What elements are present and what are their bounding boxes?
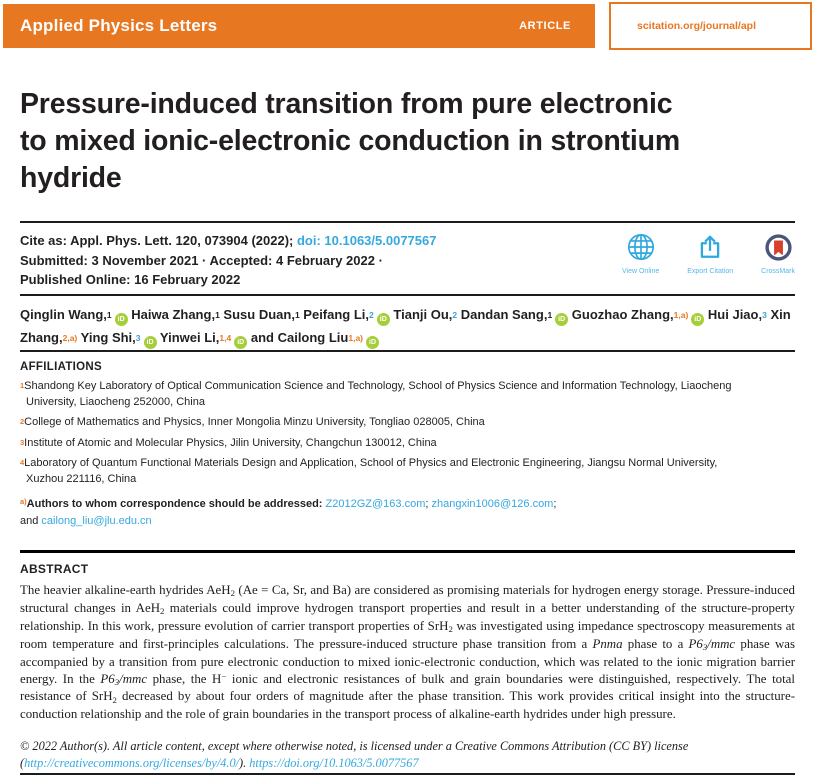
link[interactable]: https://doi.org/10.1063/5.0077567 xyxy=(249,755,419,770)
correspondence-note xyxy=(20,496,720,529)
text-segment: ; xyxy=(425,498,432,510)
affiliation-item: 4Laboratory of Quantum Functional Materials Design and Application, School of Physics and Electronic Engineering, Jiangsu Normal University, Xuzhou 221116, China xyxy=(20,457,718,485)
view-online-button[interactable] xyxy=(622,231,659,275)
text-segment: 2 xyxy=(448,624,453,634)
citation-block xyxy=(20,231,620,290)
author-affiliation-sup: 1,4 xyxy=(219,333,232,343)
crossmark-button[interactable] xyxy=(761,231,795,275)
text-segment: , 073904 (2022); xyxy=(197,233,297,248)
orcid-icon[interactable]: iD xyxy=(366,336,379,349)
author-affiliation-sup: 2 xyxy=(452,310,458,320)
author xyxy=(251,330,379,345)
divider xyxy=(20,221,795,223)
text-segment: 3 xyxy=(114,676,120,687)
author xyxy=(223,307,299,322)
text-segment: to mixed ionic-electronic conduction in strontium xyxy=(20,125,680,157)
authors-line xyxy=(20,304,804,350)
author-name: Haiwa Zhang, xyxy=(131,307,216,322)
author xyxy=(81,330,157,345)
text-segment: − xyxy=(221,670,227,681)
author-affiliation-sup: 1 xyxy=(215,310,220,320)
orcid-icon[interactable]: iD xyxy=(377,313,390,326)
author-name: Hui Jiao, xyxy=(707,307,763,322)
author xyxy=(20,307,128,322)
text-segment: materials could improve hydrogen transport properties and result in a better understanding of the structure-property relationship. In this work, pressure evolution of carrier transport properties of SrH xyxy=(20,600,795,633)
text-segment: 2 xyxy=(160,606,165,617)
author-name: Ying Shi, xyxy=(80,330,136,345)
text-segment: phase was accompanied by a transition from pure electronic conduction to mixed ionic-electronic conduction, which was related to the ionic migration barrier energy. In the xyxy=(20,636,795,686)
export-citation-icon xyxy=(697,231,723,263)
journal-site-box xyxy=(609,2,812,50)
author-affiliation-sup: 2 xyxy=(369,310,374,320)
author-affiliation-sup: 1,a) xyxy=(673,310,689,320)
crossmark-label: CrossMark xyxy=(761,268,795,275)
author-name: Guozhao Zhang, xyxy=(571,307,674,322)
author xyxy=(708,307,767,322)
export-citation-label: Export Citation xyxy=(687,268,734,275)
author-name: Xin Zhang, xyxy=(20,307,791,345)
text-segment: phase, the H xyxy=(147,671,222,686)
author xyxy=(303,307,389,322)
text-segment: Pnma xyxy=(592,636,623,651)
orcid-icon[interactable]: iD xyxy=(234,336,247,349)
text-segment: The heavier alkaline-earth hydrides AeH xyxy=(20,583,231,597)
orcid-icon[interactable]: iD xyxy=(555,313,568,326)
export-citation-button[interactable] xyxy=(687,231,733,275)
link[interactable]: doi: 10.1063/5.0077567 xyxy=(296,233,437,248)
author xyxy=(461,307,568,322)
text-segment: hydride xyxy=(20,162,122,194)
divider xyxy=(20,550,795,553)
affiliations-list xyxy=(20,379,744,492)
article-actions xyxy=(622,231,795,275)
author-name: Yinwei Li, xyxy=(159,330,220,345)
author-affiliation-sup: 1 xyxy=(294,310,300,320)
text-segment: P6 xyxy=(100,671,115,686)
text-segment: (Ae = Ca, Sr, and Ba) are considered as promising materials for hydrogen energy storage. Pressure-induced structural changes in AeH xyxy=(20,583,795,615)
submitted-accepted-line: Submitted: 3 November 2021 · Accepted: 4 February 2022 · xyxy=(20,252,383,268)
link[interactable]: Z2012GZ@163.com xyxy=(325,498,426,510)
journal-header-bar xyxy=(3,4,595,48)
text-segment: Cite as: Appl. Phys. Lett. xyxy=(20,233,176,248)
author-name: Peifang Li, xyxy=(303,307,370,322)
text-segment: phase to a xyxy=(622,636,689,651)
copyright-note xyxy=(20,738,795,771)
author xyxy=(572,307,704,322)
cite-as-line xyxy=(20,231,620,251)
text-segment: Pressure-induced transition from pure electronic xyxy=(20,88,673,120)
orcid-icon[interactable]: iD xyxy=(691,313,704,326)
author xyxy=(160,330,247,345)
text-segment: 2 xyxy=(112,694,117,705)
journal-site-link[interactable]: scitation.org/journal/apl xyxy=(637,20,757,32)
author-name: Qinglin Wang, xyxy=(20,307,107,322)
text-segment: 2 xyxy=(230,588,235,599)
published-online-line: Published Online: 16 February 2022 xyxy=(20,272,241,287)
affiliation-number: 4 xyxy=(20,458,25,467)
text-segment: was investigated using impedance spectroscopy measurements at room temperature and first-principles calculations. The pressure-induced structure phase transition from a xyxy=(20,618,795,651)
text-segment: 120 xyxy=(175,233,198,248)
author xyxy=(131,307,220,322)
text-segment: decreased by about four orders of magnitude after the phase transition. This work provides critical insight into the structure-conduction relationship and the role of grain boundaries in the transport process of alkaline-earth hydrides under high pressure. xyxy=(20,689,795,722)
text-segment: 3 xyxy=(702,641,708,652)
author-affiliation-sup: 3 xyxy=(762,310,767,320)
affiliations-heading: AFFILIATIONS xyxy=(20,361,102,373)
affiliation-item: 3Institute of Atomic and Molecular Physics, Jilin University, Changchun 130012, China xyxy=(20,436,437,449)
text-segment: ; xyxy=(553,498,557,510)
author-name: Dandan Sang, xyxy=(460,307,548,322)
text-segment: Authors to whom correspondence should be addressed: xyxy=(26,498,326,510)
text-segment: ). xyxy=(239,755,250,770)
text-segment: ionic and electronic resistances of bulk and grain boundaries were distinguished, respectively. The total resistance of SrH xyxy=(20,671,795,704)
view-online-label: View Online xyxy=(622,268,660,275)
link[interactable]: http://creativecommons.org/licenses/by/4.0/ xyxy=(24,755,240,770)
text-segment: a) xyxy=(20,496,27,506)
affiliation-item: 1Shandong Key Laboratory of Optical Communication Science and Technology, School of Physics Science and Information Technology, Liaocheng University, Liaocheng 252000, China xyxy=(20,380,732,408)
author-affiliation-sup: 1 xyxy=(106,310,112,320)
text-segment: P6 xyxy=(688,636,703,651)
text-segment: /mmc xyxy=(119,671,148,686)
divider xyxy=(20,773,795,775)
link[interactable]: cailong_liu@jlu.edu.cn xyxy=(41,515,152,527)
affiliation-number: 3 xyxy=(20,437,25,447)
author-name: Susu Duan, xyxy=(223,307,295,322)
text-segment: /mmc xyxy=(707,636,736,651)
orcid-icon[interactable]: iD xyxy=(144,336,157,349)
abstract-heading: ABSTRACT xyxy=(20,562,89,576)
journal-title: Applied Physics Letters xyxy=(20,16,218,35)
affiliation-number: 2 xyxy=(20,417,25,426)
author-name: Tianji Ou, xyxy=(393,307,453,322)
paper-title xyxy=(20,86,780,197)
globe-icon xyxy=(626,231,656,263)
orcid-icon[interactable]: iD xyxy=(115,313,128,326)
author xyxy=(393,307,457,322)
author-affiliation-sup: 1 xyxy=(547,310,553,320)
link[interactable]: zhangxin1006@126.com xyxy=(431,498,554,510)
abstract-text xyxy=(20,582,795,723)
author-affiliation-sup: 3 xyxy=(135,333,141,343)
crossmark-icon xyxy=(765,231,792,263)
text-segment: © 2022 Author(s). All article content, except where otherwise noted, is licensed under a Creative Commons Attribution (CC BY) license ( xyxy=(20,739,689,770)
article-type-badge: ARTICLE xyxy=(519,20,571,32)
text-segment: and xyxy=(20,515,42,527)
affiliation-number: 1 xyxy=(20,381,25,390)
divider xyxy=(20,350,795,352)
author-affiliation-sup: 1,a) xyxy=(348,333,364,343)
divider xyxy=(20,294,795,296)
author-name: and Cailong Liu xyxy=(250,330,349,345)
affiliation-item: 2College of Mathematics and Physics, Inner Mongolia Minzu University, Tongliao 028005, China xyxy=(20,416,485,428)
author-affiliation-sup: 2,a) xyxy=(62,333,78,343)
